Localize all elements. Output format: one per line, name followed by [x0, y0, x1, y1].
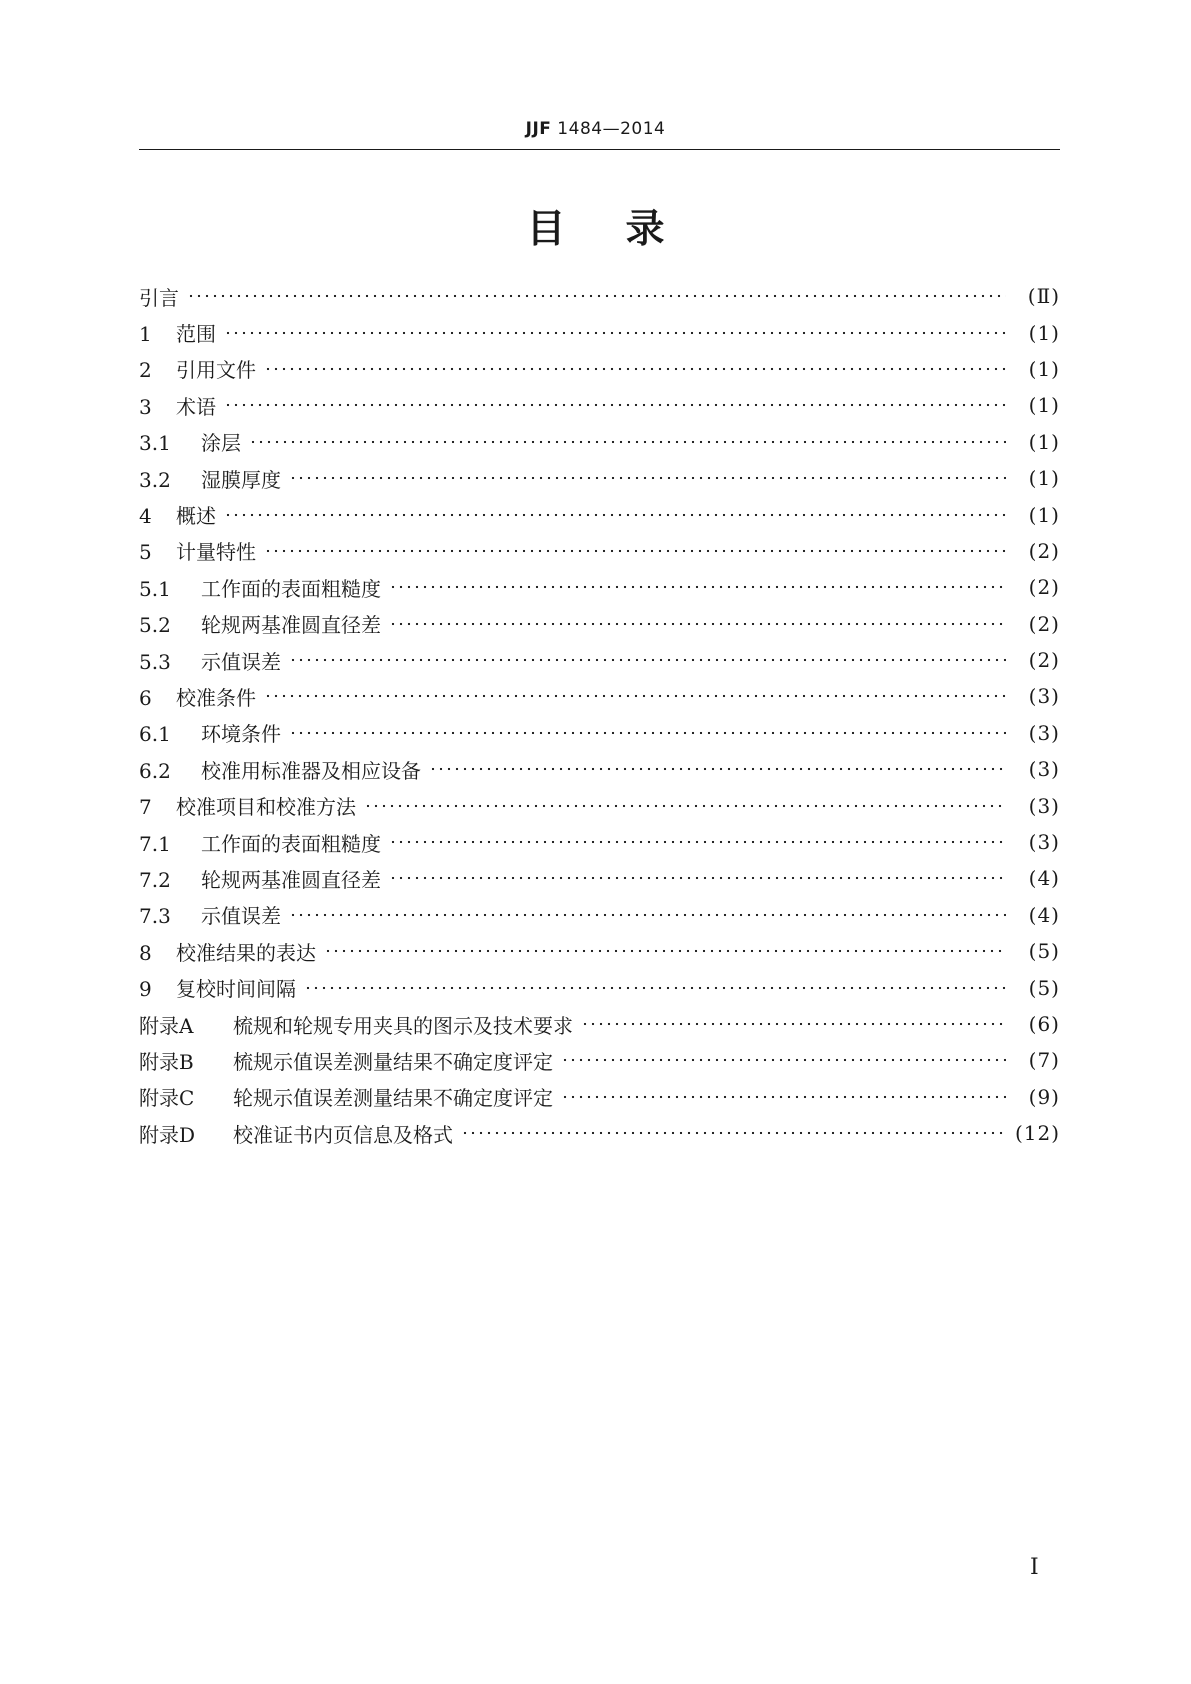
toc-entry-number: 5.1	[139, 576, 171, 601]
toc-entry-page: (3)	[1028, 684, 1060, 709]
toc-entry-page: (12)	[1014, 1121, 1060, 1146]
toc-dot-leader	[461, 1128, 1006, 1138]
toc-entry-number: 3	[139, 394, 152, 419]
toc-entry-title: 环境条件	[201, 722, 281, 747]
table-of-contents	[139, 278, 1060, 1151]
toc-entry-number: 7.1	[139, 831, 171, 856]
toc-entry[interactable]	[139, 1115, 1060, 1151]
toc-entry-number: 9	[139, 977, 152, 1002]
toc-entry-heading	[139, 973, 298, 1002]
toc-entry-title: 概述	[176, 504, 216, 529]
toc-entry-number: 1	[139, 322, 152, 347]
toc-entry-heading	[139, 900, 283, 929]
toc-entry[interactable]	[139, 1006, 1060, 1042]
toc-entry-title: 梳规和轮规专用夹具的图示及技术要求	[233, 1013, 573, 1038]
toc-entry-title: 工作面的表面粗糙度	[201, 831, 381, 856]
toc-entry-heading	[139, 282, 181, 311]
toc-entry-title: 校准条件	[176, 685, 256, 710]
toc-entry[interactable]	[139, 1079, 1060, 1115]
toc-dot-leader	[187, 291, 1006, 301]
toc-entry-heading	[139, 718, 283, 747]
toc-entry-number: 6	[139, 685, 152, 710]
toc-entry[interactable]	[139, 460, 1060, 496]
toc-entry-title: 轮规两基准圆直径差	[201, 613, 381, 638]
toc-dot-leader	[289, 473, 1006, 483]
toc-entry-number: 2	[139, 358, 152, 383]
toc-dot-leader	[264, 546, 1006, 556]
toc-entry-title: 工作面的表面粗糙度	[201, 576, 381, 601]
toc-entry-heading	[139, 427, 243, 456]
toc-entry[interactable]	[139, 278, 1060, 314]
toc-entry-title: 梳规示值误差测量结果不确定度评定	[233, 1049, 553, 1074]
toc-entry-page: (1)	[1028, 393, 1060, 418]
toc-entry-title: 校准结果的表达	[176, 940, 316, 965]
toc-entry[interactable]	[139, 787, 1060, 823]
toc-dot-leader	[389, 873, 1006, 883]
toc-dot-leader	[389, 837, 1006, 847]
toc-entry-heading	[139, 573, 383, 602]
toc-entry-page: (3)	[1028, 793, 1060, 818]
toc-entry[interactable]	[139, 969, 1060, 1005]
toc-dot-leader	[224, 510, 1006, 520]
toc-entry-heading	[139, 318, 218, 347]
toc-entry-heading	[139, 464, 283, 493]
toc-entry-title: 示值误差	[201, 649, 281, 674]
toc-entry-heading	[139, 828, 383, 857]
toc-entry[interactable]	[139, 715, 1060, 751]
toc-entry-heading	[139, 682, 258, 711]
toc-dot-leader	[561, 1092, 1006, 1102]
toc-entry-number: 5.2	[139, 613, 171, 638]
header-code-prefix: JJF	[525, 119, 552, 139]
toc-dot-leader	[289, 655, 1006, 665]
toc-entry-title: 引用文件	[176, 358, 256, 383]
toc-dot-leader	[561, 1055, 1006, 1065]
toc-entry[interactable]	[139, 424, 1060, 460]
toc-entry-page: (5)	[1028, 975, 1060, 1000]
toc-entry[interactable]	[139, 751, 1060, 787]
header-rule	[139, 149, 1060, 150]
toc-entry[interactable]	[139, 314, 1060, 350]
toc-entry-heading	[139, 1046, 555, 1075]
toc-entry[interactable]	[139, 824, 1060, 860]
toc-entry-heading	[139, 500, 218, 529]
toc-dot-leader	[289, 910, 1006, 920]
toc-dot-leader	[429, 764, 1006, 774]
toc-entry[interactable]	[139, 569, 1060, 605]
toc-entry-number: 5	[139, 540, 152, 565]
toc-entry-number: 6.1	[139, 722, 171, 747]
toc-dot-leader	[304, 983, 1006, 993]
toc-entry-page: (9)	[1028, 1084, 1060, 1109]
toc-entry-title: 示值误差	[201, 904, 281, 929]
toc-dot-leader	[249, 437, 1006, 447]
toc-entry-heading	[139, 354, 258, 383]
toc-entry-title: 校准用标准器及相应设备	[201, 758, 421, 783]
toc-entry-title: 计量特性	[176, 540, 256, 565]
toc-entry[interactable]	[139, 678, 1060, 714]
toc-dot-leader	[364, 801, 1006, 811]
toc-entry-page: (3)	[1028, 720, 1060, 745]
toc-entry-heading	[139, 391, 218, 420]
page-title: 目录	[526, 207, 725, 252]
toc-entry-heading	[139, 1119, 455, 1148]
toc-entry-heading	[139, 791, 358, 820]
toc-dot-leader	[224, 400, 1006, 410]
toc-dot-leader	[289, 728, 1006, 738]
toc-entry-title: 涂层	[201, 431, 241, 456]
toc-entry-number: 6.2	[139, 758, 171, 783]
toc-entry-number: 附录D	[139, 1122, 196, 1147]
toc-entry[interactable]	[139, 496, 1060, 532]
toc-dot-leader	[581, 1019, 1006, 1029]
toc-entry[interactable]	[139, 897, 1060, 933]
toc-entry[interactable]	[139, 533, 1060, 569]
toc-entry-page: (7)	[1028, 1048, 1060, 1073]
toc-entry-number: 3.2	[139, 467, 171, 492]
toc-entry-page: (1)	[1028, 429, 1060, 454]
toc-entry-page: (1)	[1028, 320, 1060, 345]
toc-entry-number: 8	[139, 940, 152, 965]
toc-entry-page: (1)	[1028, 502, 1060, 527]
toc-entry-title: 术语	[176, 394, 216, 419]
toc-entry-page: (3)	[1028, 757, 1060, 782]
toc-entry-title: 引言	[139, 285, 179, 310]
toc-dot-leader	[389, 619, 1006, 629]
toc-entry[interactable]	[139, 351, 1060, 387]
toc-entry-page: (5)	[1028, 939, 1060, 964]
toc-entry-number: 3.1	[139, 431, 171, 456]
toc-entry-page: (1)	[1028, 356, 1060, 381]
toc-entry-title: 校准证书内页信息及格式	[233, 1122, 453, 1147]
toc-entry-title: 轮规示值误差测量结果不确定度评定	[233, 1086, 553, 1111]
toc-dot-leader	[264, 364, 1006, 374]
toc-entry-title: 轮规两基准圆直径差	[201, 867, 381, 892]
toc-entry-title: 复校时间间隔	[176, 977, 296, 1002]
toc-entry-number: 5.3	[139, 649, 171, 674]
toc-entry-number: 附录B	[139, 1049, 194, 1074]
toc-entry-heading	[139, 536, 258, 565]
toc-entry-heading	[139, 755, 423, 784]
toc-dot-leader	[324, 946, 1006, 956]
header-code-number: 1484—2014	[551, 119, 666, 139]
toc-dot-leader	[389, 582, 1006, 592]
toc-entry-number: 7.2	[139, 867, 171, 892]
toc-entry-heading	[139, 1010, 575, 1039]
toc-entry[interactable]	[139, 387, 1060, 423]
toc-entry-page: (4)	[1028, 866, 1060, 891]
toc-entry-number: 7	[139, 795, 152, 820]
toc-entry-heading	[139, 609, 383, 638]
toc-entry-title: 湿膜厚度	[201, 467, 281, 492]
toc-entry[interactable]	[139, 642, 1060, 678]
toc-entry[interactable]	[139, 933, 1060, 969]
toc-entry-number: 4	[139, 504, 152, 529]
toc-entry[interactable]	[139, 1042, 1060, 1078]
toc-entry-page: (2)	[1028, 538, 1060, 563]
toc-entry-page: (2)	[1028, 575, 1060, 600]
toc-entry-page: (1)	[1028, 466, 1060, 491]
toc-entry-number: 附录C	[139, 1086, 195, 1111]
toc-entry[interactable]	[139, 606, 1060, 642]
toc-entry-heading	[139, 937, 318, 966]
toc-dot-leader	[224, 328, 1006, 338]
toc-entry-page: (2)	[1028, 611, 1060, 636]
toc-entry-page: (3)	[1028, 830, 1060, 855]
toc-entry[interactable]	[139, 860, 1060, 896]
toc-entry-page: (2)	[1028, 648, 1060, 673]
page-number: Ⅰ	[1030, 1555, 1039, 1580]
toc-dot-leader	[264, 691, 1006, 701]
toc-entry-page: (4)	[1028, 902, 1060, 927]
toc-entry-heading	[139, 646, 283, 675]
toc-entry-heading	[139, 864, 383, 893]
toc-entry-heading	[139, 1082, 555, 1111]
toc-entry-number: 附录A	[139, 1013, 194, 1038]
toc-entry-page: (Ⅱ)	[1027, 284, 1060, 309]
toc-entry-title: 校准项目和校准方法	[176, 795, 356, 820]
toc-entry-title: 范围	[176, 322, 216, 347]
document-code-header	[0, 119, 1191, 139]
toc-entry-number: 7.3	[139, 904, 171, 929]
toc-entry-page: (6)	[1028, 1012, 1060, 1036]
